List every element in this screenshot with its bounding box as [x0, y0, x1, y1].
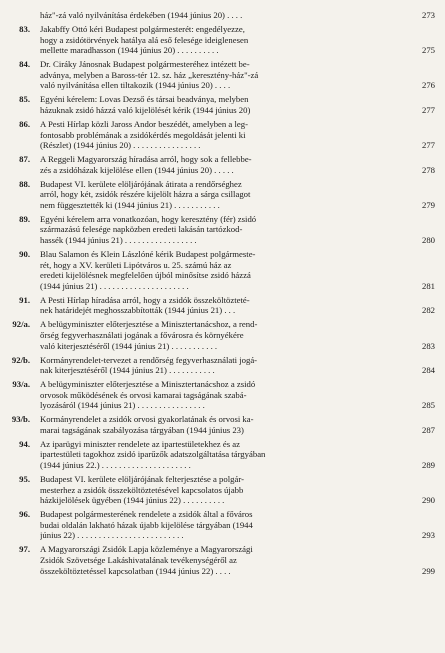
entry-text — [40, 24, 390, 56]
page-number: 289 — [421, 460, 435, 471]
page-number: 276 — [421, 80, 435, 91]
toc-entry — [0, 509, 445, 541]
entry-number: 86. — [19, 118, 30, 129]
entry-line: házkijelölések ügyében (1944 június 22) . . . . . . . . . . — [40, 495, 225, 506]
entry-line: Dr. Ciráky Jánosnak Budapest polgármesteréhez intézett be- — [40, 59, 250, 70]
entry-text — [40, 214, 390, 246]
entry-line: Jakabffy Ottó kéri Budapest polgármesterét: engedélyezze, — [40, 23, 245, 34]
toc-entry — [0, 214, 445, 246]
toc-entry — [0, 544, 445, 576]
page-number: 278 — [421, 164, 435, 175]
entry-text — [40, 355, 390, 376]
entry-line: mesterhez a zsidók összeköltöztetésével kapcsolatos újabb — [40, 484, 244, 495]
entry-line: lyozásáról (1944 június 21) . . . . . . . . . . . . . . . . — [40, 400, 205, 411]
entry-line: való nyilvánítása ellen tiltakozik (1944 június 20) . . . . — [40, 80, 231, 91]
page-number: 283 — [421, 340, 435, 351]
entry-line: házuknak zsidó házzá való kijelölését kérik (1944 június 20) — [40, 104, 251, 115]
entry-number: 89. — [19, 213, 30, 224]
entry-number: 92/a. — [12, 319, 30, 330]
entry-line: ipartestületi tagokhoz zsidó iparűzők adatszolgáltatása tárgyában — [40, 449, 266, 460]
entry-line: eredeti kijelölésnek megfelelően újból minősítse zsidó házzá — [40, 270, 251, 281]
toc-entry — [0, 59, 445, 91]
entry-text — [40, 295, 390, 316]
page-number: 277 — [421, 104, 435, 115]
toc-entry — [0, 379, 445, 411]
toc-entry — [0, 179, 445, 211]
entry-text — [40, 249, 390, 291]
entry-number: 97. — [19, 544, 30, 555]
toc-entry — [0, 249, 445, 291]
entry-line: való kiterjesztéséről (1944 június 21) . . . . . . . . . . . — [40, 340, 218, 351]
page-number: 285 — [421, 400, 435, 411]
toc-entry — [0, 355, 445, 376]
toc-entry — [0, 154, 445, 175]
page-number: 275 — [421, 45, 435, 56]
page-number: 277 — [421, 140, 435, 151]
toc-entry — [0, 319, 445, 351]
entry-text — [40, 544, 390, 576]
entry-line: A Magyarországi Zsidók Lapja közleménye a Magyarországi — [40, 544, 253, 555]
entry-line: hogy a zsidótörvények hatálya alá eső felesége ideiglenesen — [40, 34, 249, 45]
entry-line: adványa, melyben a Baross-tér 12. sz. ház „keresztény-ház"-zá — [40, 69, 259, 80]
entry-line: (1944 június 22.) . . . . . . . . . . . . . . . . . . . . . — [40, 460, 191, 471]
entry-line: orvosok működésének és orvosi kamarai tagságának szabá- — [40, 389, 247, 400]
entry-line: hassék (1944 június 21) . . . . . . . . . . . . . . . . . — [40, 235, 197, 246]
entry-line: zés a zsidóházak kijelölése ellen (1944 június 20) . . . . . — [40, 164, 234, 175]
toc-entry — [0, 119, 445, 151]
entry-line: Zsidók Szövetsége Lakáshivatalának tevékenységéről az — [40, 554, 237, 565]
entry-number: 92/b. — [11, 354, 30, 365]
entry-line: budai oldalán lakható házak újabb kijelölése tárgyában (1944 — [40, 519, 253, 530]
page-number: 279 — [421, 199, 435, 210]
entry-line: A Pesti Hírlap híradása arról, hogy a zsidók összeköltözteté- — [40, 294, 250, 305]
entry-number: 93/a. — [12, 379, 30, 390]
entry-line: (1944 június 21) . . . . . . . . . . . . . . . . . . . . . — [40, 280, 189, 291]
page-number: 287 — [421, 424, 435, 435]
page-number: 273 — [421, 10, 435, 20]
entry-line: (Részlet) (1944 június 20) . . . . . . . . . . . . . . . . — [40, 140, 201, 151]
page-number: 290 — [421, 495, 435, 506]
entry-line: Blau Salamon és Klein Lászlóné kérik Budapest polgármeste- — [40, 249, 256, 259]
entry-line: rét, hogy a XV. kerületi Lipótváros u. 25. számú ház az — [40, 259, 232, 270]
entry-number: 85. — [19, 94, 30, 105]
entry-number — [0, 10, 40, 21]
entry-number: 87. — [19, 154, 30, 165]
entry-number: 83. — [19, 23, 30, 34]
toc-entry — [0, 295, 445, 316]
entry-line: A belügyminiszter előterjesztése a Minisztertanácshoz, a rend- — [40, 319, 258, 330]
entry-line: összeköltöztetéssel kapcsolatban (1944 június 22) . . . . — [40, 565, 231, 576]
entry-text — [40, 509, 390, 541]
entry-line: nak kiterjesztéséről (1944 június 21) . . . . . . . . . . . — [40, 365, 215, 376]
entry-number: 88. — [19, 178, 30, 189]
entry-line: nek határidejét meghosszabbították (1944 június 21) . . . — [40, 305, 236, 316]
entry-text — [40, 474, 390, 506]
page-number: 280 — [421, 235, 435, 246]
entry-number: 94. — [19, 438, 30, 449]
entry-text — [40, 179, 390, 211]
page-number: 284 — [421, 365, 435, 376]
entry-line: Egyéni kérelem: Lovas Dezső és társai beadványa, melyben — [40, 94, 249, 105]
entry-text — [40, 414, 390, 435]
entry-line: Kormányrendelet a zsidók orvosi gyakorlatának és orvosi ka- — [40, 414, 254, 425]
entry-number: 90. — [19, 249, 30, 259]
entry-line: őrség fegyverhasználati jogának a fővárosra és környékére — [40, 329, 244, 340]
page-number: 282 — [421, 305, 435, 316]
toc-entry — [0, 474, 445, 506]
entry-line: Egyéni kérelem arra vonatkozóan, hogy keresztény (fér) zsidó — [40, 213, 257, 224]
entry-line: ház"-zá való nyilvánítása érdekében (1944 június 20) . . . . — [40, 10, 243, 20]
entry-line: Kormányrendelet-tervezet a rendőrség fegyverhasználati jogá- — [40, 354, 258, 365]
entry-text — [40, 10, 390, 21]
page-number: 293 — [421, 530, 435, 541]
toc-entry — [0, 439, 445, 471]
entry-line: arról, hogy két, zsidók részére kijelölt házra a sárga csillagot — [40, 189, 251, 200]
entry-line: június 22) . . . . . . . . . . . . . . . . . . . . . . . . . — [40, 530, 184, 541]
entry-line: származású felesége napközben eredeti lakásán tartózkod- — [40, 224, 243, 235]
entry-line: Budapest VI. kerülete elöljárójának átirata a rendőrséghez — [40, 178, 242, 189]
entry-number: 96. — [19, 509, 30, 520]
toc-entry — [0, 10, 445, 21]
entry-text — [40, 439, 390, 471]
toc-entry — [0, 94, 445, 115]
entry-line: A Pesti Hírlap közli Jaross Andor beszédét, amelyben a leg- — [40, 118, 248, 129]
entry-line: Az iparügyi miniszter rendelete az ipartestületekhez és az — [40, 438, 240, 449]
entry-line: nem függesztették ki (1944 június 21) . . . . . . . . . . . — [40, 199, 220, 210]
page-number: 281 — [421, 280, 435, 291]
entry-line: marai tagságának szabályozása tárgyában (1944 június 23) — [40, 424, 244, 435]
entry-text — [40, 379, 390, 411]
entry-line: A belügyminiszter előterjesztése a Minisztertanácshoz a zsidó — [40, 379, 256, 390]
entry-line: Budapest polgármesterének rendelete a zsidók által a főváros — [40, 509, 253, 520]
entry-text — [40, 319, 390, 351]
entry-text — [40, 59, 390, 91]
toc-entry — [0, 414, 445, 435]
entry-line: fontosabb problémának a zsidókérdés megoldását jelenti ki — [40, 129, 246, 140]
entry-number: 91. — [19, 294, 30, 305]
entry-text — [40, 94, 390, 115]
entry-line: A Reggeli Magyarország híradása arról, hogy sok a fellebbe- — [40, 154, 252, 165]
page-number: 299 — [421, 565, 435, 576]
entry-number: 93/b. — [11, 414, 30, 425]
entry-text — [40, 154, 390, 175]
entry-number: 84. — [19, 59, 30, 70]
entry-text — [40, 119, 390, 151]
toc-entry — [0, 24, 445, 56]
entry-line: Budapest VI. kerülete elöljárójának felterjesztése a polgár- — [40, 474, 244, 485]
entry-number: 95. — [19, 474, 30, 485]
entry-line: mellette maradhasson (1944 június 20) . . . . . . . . . . — [40, 45, 219, 56]
